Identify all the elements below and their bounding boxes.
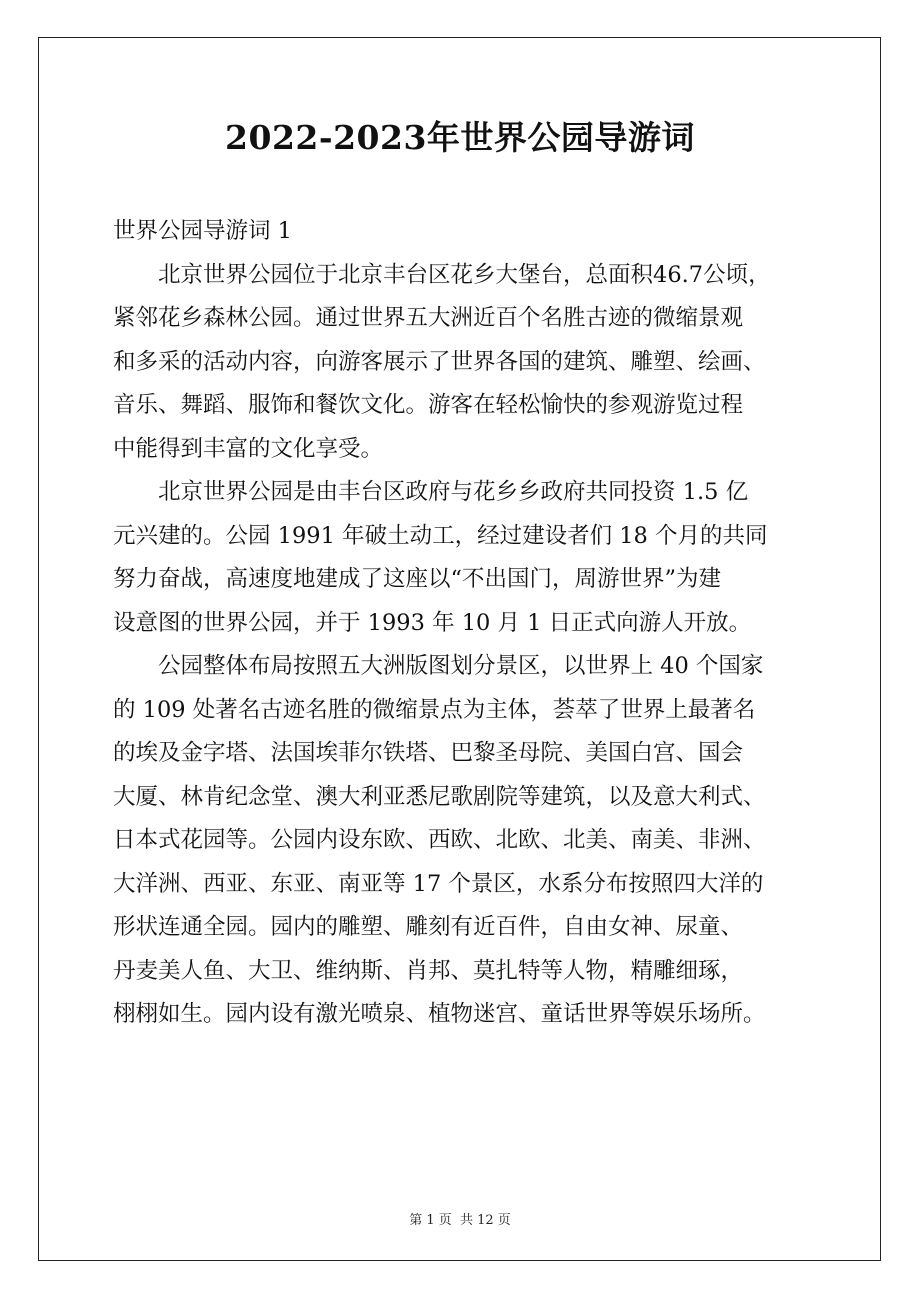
paragraph-line: 形状连通全园。园内的雕塑、雕刻有近百件，自由女神、尿童、 xyxy=(113,914,744,940)
paragraph-line: 中能得到丰富的文化享受。 xyxy=(113,435,384,462)
paragraph-line: 的埃及金字塔、法国埃菲尔铁塔、巴黎圣母院、美国白宫、国会 xyxy=(113,740,744,766)
paragraph-line: 努力奋战，高速度地建成了这座以“不出国门，周游世界”为建 xyxy=(113,566,722,592)
paragraph-line: 北京世界公园位于北京丰台区花乡大堡台，总面积46.7公顷， xyxy=(158,261,771,288)
section-heading: 世界公园导游词 1 xyxy=(113,218,292,244)
paragraph xyxy=(113,254,813,472)
paragraph-line: 日本式花园等。公园内设东欧、西欧、北欧、北美、南美、非洲、 xyxy=(113,827,766,853)
paragraph xyxy=(113,645,813,1037)
document-body xyxy=(113,210,813,1037)
page-number: 第 1 页 xyxy=(409,1213,452,1228)
paragraph-line: 设意图的世界公园，并于 1993 年 10 月 1 日正式向游人开放。 xyxy=(113,609,752,636)
paragraph-line: 栩栩如生。园内设有激光喷泉、植物迷宫、童话世界等娱乐场所。 xyxy=(113,1001,766,1027)
paragraph-line: 紧邻花乡森林公园。通过世界五大洲近百个名胜古迹的微缩景观 xyxy=(113,305,744,331)
paragraph-line: 元兴建的。公园 1991 年破土动工，经过建设者们 18 个月的共同 xyxy=(113,522,768,549)
paragraph-line: 公园整体布局按照五大洲版图划分景区，以世界上 40 个国家 xyxy=(158,653,764,679)
page-total: 共 12 页 xyxy=(459,1213,511,1228)
paragraph-line: 大洋洲、西亚、东亚、南亚等 17 个景区，水系分布按照四大洋的 xyxy=(113,870,764,897)
paragraph-line: 音乐、舞蹈、服饰和餐饮文化。游客在轻松愉快的参观游览过程 xyxy=(113,392,744,418)
paragraph-line: 的 109 处著名古迹名胜的微缩景点为主体，荟萃了世界上最著名 xyxy=(113,696,756,723)
paragraph-line: 北京世界公园是由丰台区政府与花乡乡政府共同投资 1.5 亿 xyxy=(158,479,749,505)
document-title: 2022-2023年世界公园导游词 xyxy=(225,118,695,157)
paragraph-line: 大厦、林肯纪念堂、澳大利亚悉尼歌剧院等建筑，以及意大利式、 xyxy=(113,783,766,810)
paragraph xyxy=(113,471,813,645)
paragraph-list xyxy=(113,254,813,1037)
paragraph-line: 和多采的活动内容，向游客展示了世界各国的建筑、雕塑、绘画、 xyxy=(113,348,766,375)
paragraph-line: 丹麦美人鱼、大卫、维纳斯、肖邦、莫扎特等人物，精雕细琢， xyxy=(113,957,744,984)
page-footer xyxy=(0,1209,920,1228)
